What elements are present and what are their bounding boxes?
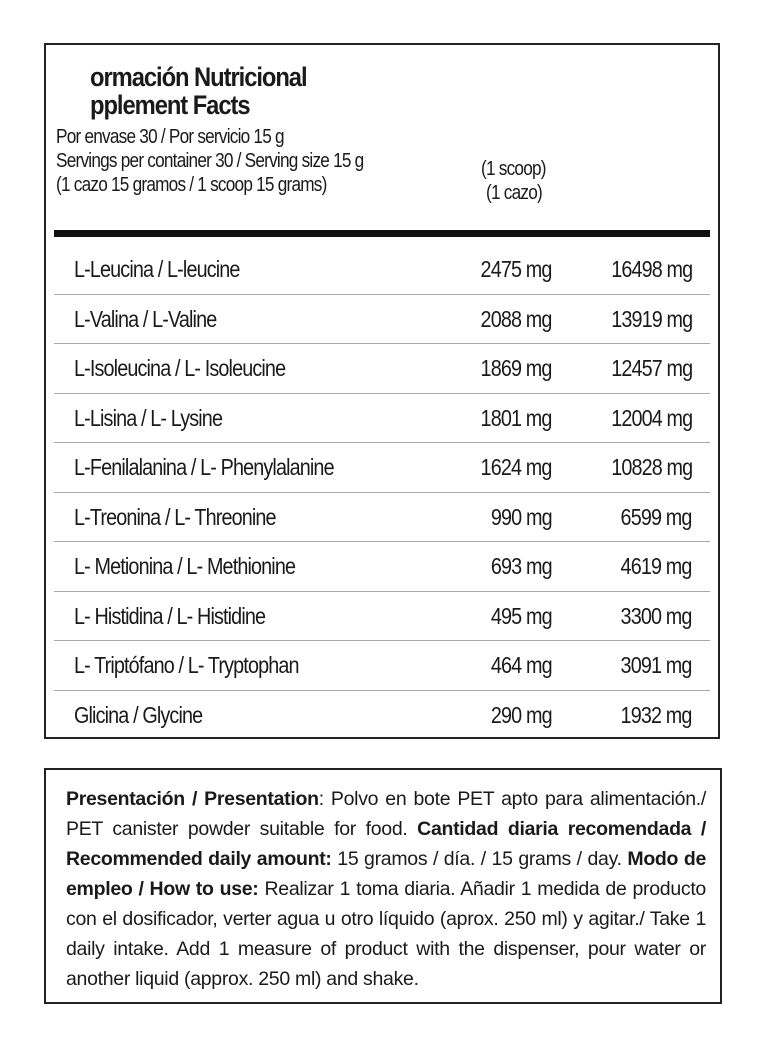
how-to-use-text: Realizar 1 toma diaria. Añadir 1 medida de producto con el dosificador, verter agua u otro líquido (aprox. 250 ml) y agitar./ Take 1 daily intake. Add 1 measure of product with the dispenser, pour water or another liquid (approx. 250 ml) and shake. — [66, 878, 706, 990]
table-row — [54, 542, 710, 592]
nutrient-name: L-Leucina / L-leucine — [74, 256, 240, 282]
per-container-value: 1932 mg — [621, 701, 692, 728]
table-row — [54, 641, 710, 691]
per-serving-value: 1869 mg — [481, 355, 552, 381]
per-serving-value: 464 mg — [491, 652, 552, 678]
per-container-value: 3091 mg — [621, 652, 692, 678]
nutrient-name: L-Valina / L-Valine — [74, 305, 217, 332]
scoop-label: (1 scoop) — [481, 158, 546, 180]
per-serving-value: 290 mg — [491, 701, 552, 728]
per-container-value: 3300 mg — [621, 602, 692, 629]
table-row — [54, 394, 710, 444]
daily-amount-label: Cantidad diaria recomendada / Recommended daily amount: — [66, 818, 706, 870]
per-container-value: 6599 mg — [621, 503, 692, 530]
per-container-value: 12004 mg — [610, 404, 692, 431]
per-container-value: 13919 mg — [610, 305, 692, 332]
per-serving-value: 495 mg — [491, 602, 552, 629]
table-row — [54, 691, 710, 741]
table-row — [54, 344, 710, 394]
per-serving-value: 693 mg — [491, 553, 552, 579]
nutrient-name: L- Metionina / L- Methionine — [74, 553, 296, 579]
presentation-label: Presentación / Presentation — [66, 788, 319, 810]
per-serving-value: 990 mg — [491, 503, 552, 530]
per-serving-value: 1624 mg — [481, 454, 552, 480]
nutrient-name: L-Isoleucina / L- Isoleucine — [74, 355, 286, 381]
nutrition-facts-panel — [44, 43, 720, 739]
per-container-value: 12457 mg — [610, 355, 692, 381]
nutrient-name: L- Triptófano / L- Tryptophan — [74, 652, 299, 678]
nutrient-name: L-Treonina / L- Threonine — [74, 503, 276, 530]
table-row — [54, 493, 710, 543]
servings-spanish: Por envase 30 / Por servicio 15 g — [56, 126, 284, 148]
presentation-text: : Polvo en bote PET apto para alimentación./ PET canister powder suitable for food. — [66, 788, 706, 840]
scoop-grams: (1 cazo 15 gramos / 1 scoop 15 grams) — [56, 174, 327, 196]
nutrient-table — [54, 245, 710, 740]
table-row — [54, 443, 710, 493]
nutrient-name: L-Fenilalanina / L- Phenylalanine — [74, 454, 334, 480]
how-to-use-label: Modo de empleo / How to use: — [66, 848, 706, 900]
per-container-value: 10828 mg — [610, 454, 692, 480]
nutrient-name: Glicina / Glycine — [74, 701, 203, 728]
daily-amount-text: 15 gramos / día. / 15 grams / day. — [331, 848, 628, 870]
usage-info-panel — [44, 768, 722, 1004]
servings-english: Servings per container 30 / Serving size 15 g — [56, 150, 364, 172]
per-serving-value: 2475 mg — [481, 256, 552, 282]
nutrient-name: L-Lisina / L- Lysine — [74, 404, 223, 431]
title-english: pplement Facts — [90, 90, 250, 120]
usage-paragraph — [66, 784, 706, 994]
table-row — [54, 245, 710, 295]
table-row — [54, 295, 710, 345]
per-serving-value: 2088 mg — [481, 305, 552, 332]
title-spanish: ormación Nutricional — [90, 62, 307, 92]
per-serving-value: 1801 mg — [481, 404, 552, 431]
header-divider — [54, 230, 710, 237]
nutrient-name: L- Histidina / L- Histidine — [74, 602, 266, 629]
per-container-value: 4619 mg — [621, 553, 692, 579]
cazo-label: (1 cazo) — [486, 182, 542, 204]
table-row — [54, 592, 710, 642]
per-container-value: 16498 mg — [610, 256, 692, 282]
